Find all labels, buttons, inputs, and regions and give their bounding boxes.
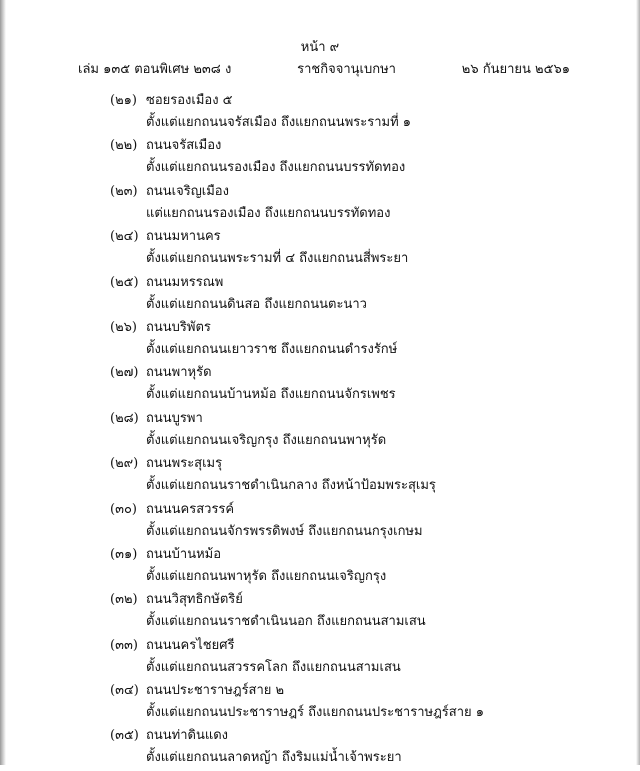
list-item	[110, 181, 590, 226]
item-number: (๒๓)	[110, 183, 138, 199]
item-number: (๒๒)	[110, 138, 138, 154]
road-name: ถนนนครสวรรค์	[146, 501, 235, 517]
road-name: ถนนเจริญเมือง	[146, 183, 229, 199]
list-item	[110, 90, 590, 135]
list-item	[110, 317, 590, 362]
road-route: ตั้งแต่แยกถนนรองเมือง ถึงแยกถนนบรรทัดทอง	[146, 160, 406, 176]
list-item	[110, 635, 590, 680]
list-item	[110, 499, 590, 544]
gazette-header	[78, 58, 570, 79]
page-right-edge	[636, 0, 640, 765]
page-number: หน้า ๙	[300, 40, 340, 55]
road-route: ตั้งแต่แยกถนนเจริญกรุง ถึงแยกถนนพาหุรัด	[146, 432, 387, 448]
road-name: ถนนมหานคร	[146, 229, 221, 245]
list-item	[110, 362, 590, 407]
road-name: ถนนบริพัตร	[146, 319, 211, 335]
item-number: (๓๓)	[110, 637, 138, 653]
item-number: (๓๒)	[110, 592, 138, 608]
road-name: ถนนบูรพา	[146, 410, 203, 426]
item-number: (๒๗)	[110, 365, 139, 381]
road-name: ถนนนครไชยศรี	[146, 637, 235, 653]
list-item	[110, 725, 590, 770]
road-route: ตั้งแต่แยกถนนดินสอ ถึงแยกถนนตะนาว	[146, 296, 367, 312]
volume-info: เล่ม ๑๓๕ ตอนพิเศษ ๒๓๘ ง	[78, 62, 232, 77]
road-name: ถนนพาหุรัด	[146, 365, 212, 381]
road-route: ตั้งแต่แยกถนนจักรพรรดิพงษ์ ถึงแยกถนนกรุงเกษม	[146, 523, 423, 539]
item-number: (๒๑)	[110, 93, 137, 108]
road-route: ตั้งแต่แยกถนนบ้านหม้อ ถึงแยกถนนจักรเพชร	[146, 387, 396, 403]
item-number: (๓๔)	[110, 683, 139, 699]
list-item	[110, 135, 590, 180]
list-item	[110, 589, 590, 634]
road-name: ถนนพระสุเมรุ	[146, 456, 223, 472]
road-name: ถนนท่าดินแดง	[146, 728, 229, 744]
road-route: ตั้งแต่แยกถนนจรัสเมือง ถึงแยกถนนพระรามที่ ๑	[146, 115, 412, 130]
road-name: ถนนมหรรณพ	[146, 274, 224, 290]
list-item	[110, 544, 590, 589]
item-number: (๒๘)	[110, 410, 139, 426]
page-left-shadow	[0, 0, 6, 765]
road-route: ตั้งแต่แยกถนนราชดำเนินนอก ถึงแยกถนนสามเสน	[146, 614, 426, 630]
publication-name: ราชกิจจานุเบกษา	[297, 62, 396, 77]
list-item	[110, 680, 590, 725]
road-name: ถนนประชาราษฎร์สาย ๒	[146, 683, 285, 699]
road-route: ตั้งแต่แยกถนนพระรามที่ ๔ ถึงแยกถนนสี่พระยา	[146, 251, 409, 267]
road-route: แต่แยกถนนรองเมือง ถึงแยกถนนบรรทัดทอง	[146, 205, 391, 221]
list-item	[110, 272, 590, 317]
road-name: ถนนบ้านหม้อ	[146, 546, 222, 562]
issue-date: ๒๖ กันยายน ๒๕๖๑	[461, 62, 570, 77]
road-name: ซอยรองเมือง ๕	[146, 93, 233, 108]
item-number: (๒๙)	[110, 456, 139, 472]
item-number: (๓๐)	[110, 501, 137, 517]
road-name: ถนนวิสุทธิกษัตริย์	[146, 592, 243, 608]
road-route: ตั้งแต่แยกถนนสวรรคโลก ถึงแยกถนนสามเสน	[146, 659, 401, 675]
list-item	[110, 408, 590, 453]
road-route: ตั้งแต่แยกถนนเยาวราช ถึงแยกถนนดำรงรักษ์	[146, 341, 398, 357]
road-list	[110, 90, 590, 771]
item-number: (๒๖)	[110, 319, 137, 335]
road-name: ถนนจรัสเมือง	[146, 138, 222, 154]
item-number: (๒๔)	[110, 229, 139, 245]
road-route: ตั้งแต่แยกถนนประชาราษฎร์ ถึงแยกถนนประชาราษฎร์สาย ๑	[146, 705, 485, 721]
road-route: ตั้งแต่แยกถนนลาดหญ้า ถึงริมแม่น้ำเจ้าพระยา	[146, 750, 402, 766]
road-route: ตั้งแต่แยกถนนพาหุรัด ถึงแยกถนนเจริญกรุง	[146, 568, 387, 584]
list-item	[110, 226, 590, 271]
item-number: (๒๕)	[110, 274, 139, 290]
item-number: (๓๕)	[110, 728, 139, 744]
list-item	[110, 453, 590, 498]
road-route: ตั้งแต่แยกถนนราชดำเนินกลาง ถึงหน้าป้อมพระสุเมรุ	[146, 478, 436, 494]
item-number: (๓๑)	[110, 546, 138, 562]
